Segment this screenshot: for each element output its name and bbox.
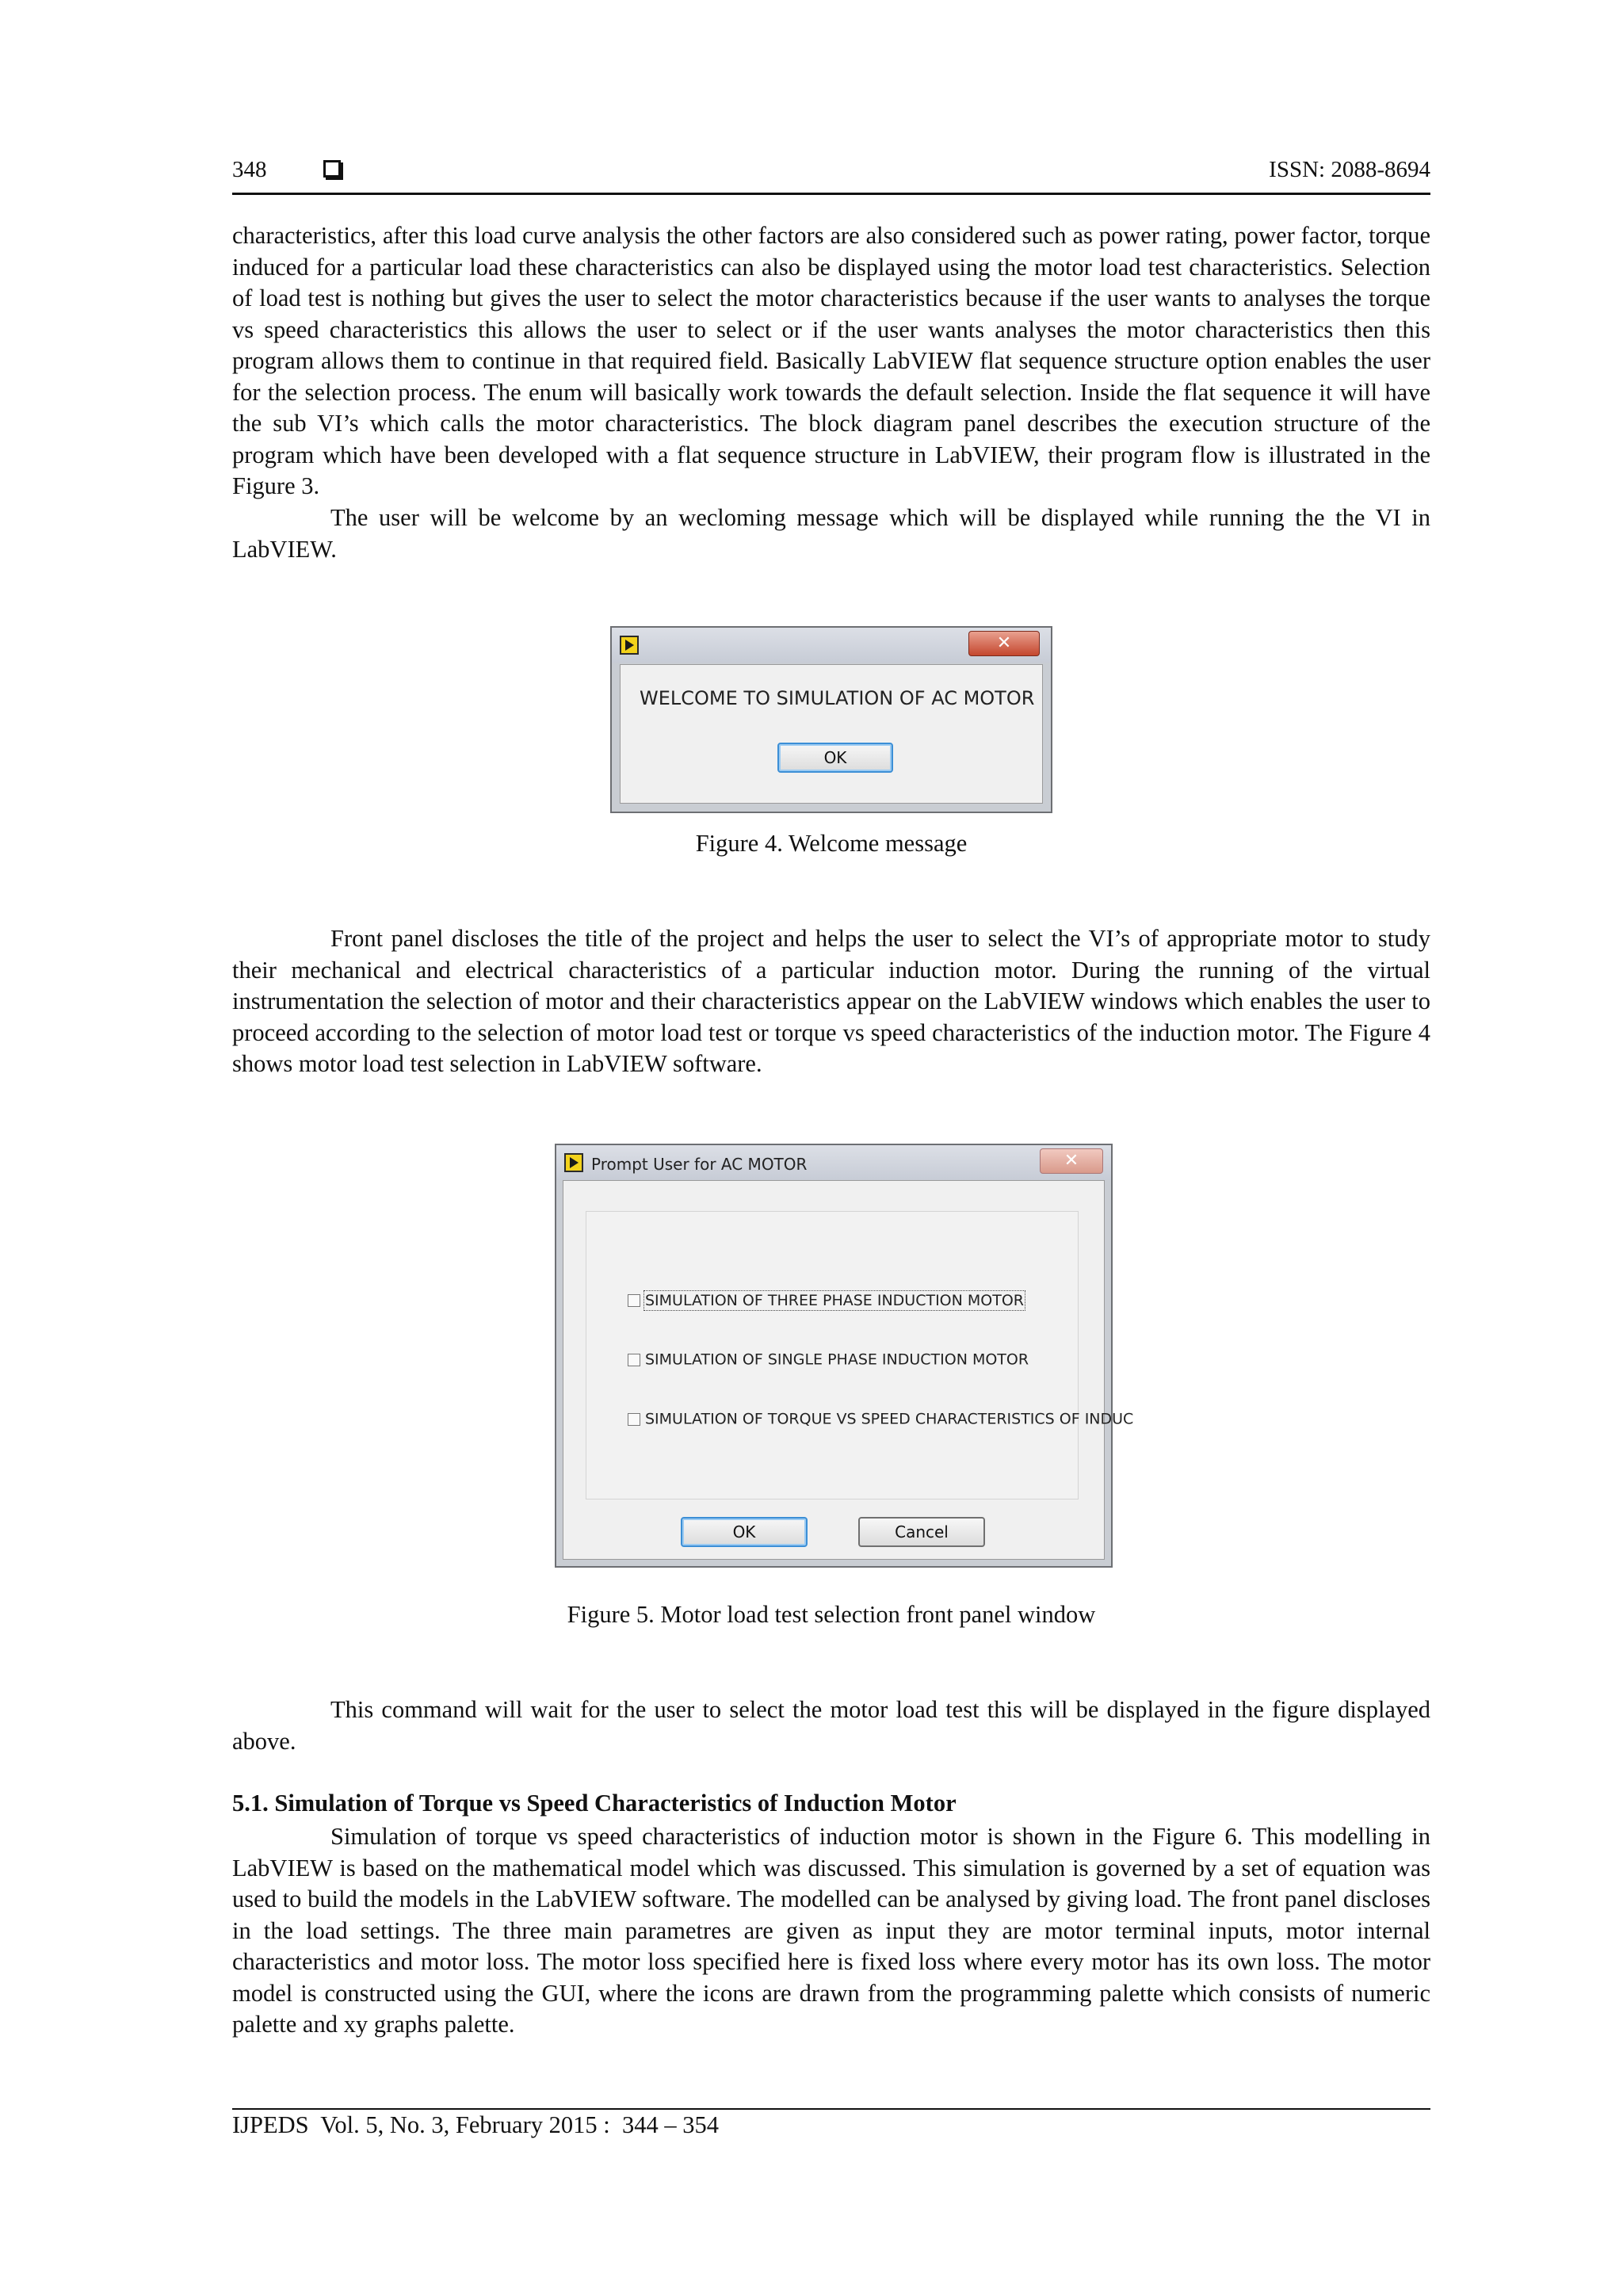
welcome-message: WELCOME TO SIMULATION OF AC MOTOR	[640, 687, 1035, 709]
option-label: SIMULATION OF TORQUE VS SPEED CHARACTERISTICS OF INDUC	[645, 1410, 1134, 1428]
option-label: SIMULATION OF SINGLE PHASE INDUCTION MOTOR	[645, 1350, 1029, 1369]
cancel-button[interactable]: Cancel	[858, 1517, 985, 1547]
issn: ISSN: 2088-8694	[1269, 157, 1430, 182]
figure-4-caption: Figure 4. Welcome message	[695, 830, 968, 857]
paragraph-3: Front panel discloses the title of the project and helps the user to select the VI’s of appropriate motor to study their mechanical and electrical characteristics of a particular induction motor. During the running of the virtual instrumentation the selection of motor and their characteristics appear on the LabVIEW windows which enables the user to proceed according to the selection of motor load test or torque vs speed characteristics of the induction motor. The Figure 4 shows motor load test selection in LabVIEW software.	[232, 925, 1430, 1077]
checkbox[interactable]	[628, 1413, 640, 1426]
header-square-icon	[323, 160, 341, 178]
figure-5-caption: Figure 5. Motor load test selection front panel window	[567, 1601, 1096, 1628]
checkbox[interactable]	[628, 1294, 640, 1307]
ok-button[interactable]: OK	[681, 1517, 808, 1547]
close-button[interactable]: ✕	[1040, 1148, 1103, 1174]
prompt-dialog-title: Prompt User for AC MOTOR	[591, 1155, 808, 1174]
ok-button[interactable]: OK	[777, 743, 893, 773]
welcome-dialog-body	[620, 664, 1043, 804]
section-heading: 5.1. Simulation of Torque vs Speed Characteristics of Induction Motor	[232, 1790, 957, 1817]
welcome-dialog-titlebar	[612, 628, 1051, 663]
paragraph-4: This command will wait for the user to select the motor load test this will be displayed in the figure displayed above.	[232, 1696, 1430, 1755]
paragraph-2: The user will be welcome by an wecloming message which will be displayed while running the the VI in LabVIEW.	[232, 504, 1430, 563]
checkbox[interactable]	[628, 1354, 640, 1366]
labview-icon	[620, 636, 639, 655]
welcome-dialog	[610, 626, 1052, 813]
footer-citation: IJPEDS Vol. 5, No. 3, February 2015 : 344 – 354	[232, 2111, 719, 2138]
header-rule	[232, 193, 1430, 195]
close-button[interactable]: ✕	[968, 631, 1040, 656]
option-label: SIMULATION OF THREE PHASE INDUCTION MOTOR	[645, 1291, 1024, 1309]
paragraph-5: Simulation of torque vs speed characteristics of induction motor is shown in the Figure 6. This modelling in LabVIEW is based on the mathematical model which was discussed. This simulation is governed by a set of equation was used to build the models in the LabVIEW software. The modelled can be analysed by giving load. The front panel discloses in the load settings. The three main parametres are given as input they are motor terminal inputs, motor internal characteristics and motor loss. The motor loss specified here is fixed loss where every motor has its own loss. The motor model is constructed using the GUI, where the icons are drawn from the programming palette which consists of numeric palette and xy graphs palette.	[232, 1823, 1430, 2038]
option-single-phase[interactable]	[628, 1350, 1029, 1373]
option-three-phase[interactable]	[628, 1291, 1024, 1313]
option-torque-speed[interactable]	[628, 1410, 1133, 1432]
labview-icon	[564, 1153, 583, 1172]
prompt-dialog-body	[563, 1180, 1134, 1560]
page-number: 348	[232, 157, 267, 182]
paragraph-1: characteristics, after this load curve analysis the other factors are also considered such as power rating, power factor, torque induced for a particular load these characteristics can also be displayed using the motor load test characteristics. Selection of load test is nothing but gives the user to select the motor characteristics because if the user wants to analyses the torque vs speed characteristics this allows the user to select or if the user wants analyses the motor characteristics then this program allows them to continue in that required field. Basically LabVIEW flat sequence structure option enables the user for the selection process. The enum will basically work towards the default selection. Inside the flat sequence it will have the sub VI’s which calls the motor characteristics. The block diagram panel describes the execution structure of the program which have been developed with a flat sequence structure in LabVIEW, their program flow is illustrated in the Figure 3.	[232, 222, 1430, 499]
prompt-dialog-titlebar	[556, 1145, 1111, 1180]
prompt-dialog	[555, 1144, 1134, 1568]
footer-rule	[232, 2108, 1430, 2110]
options-group	[586, 1211, 1134, 1499]
